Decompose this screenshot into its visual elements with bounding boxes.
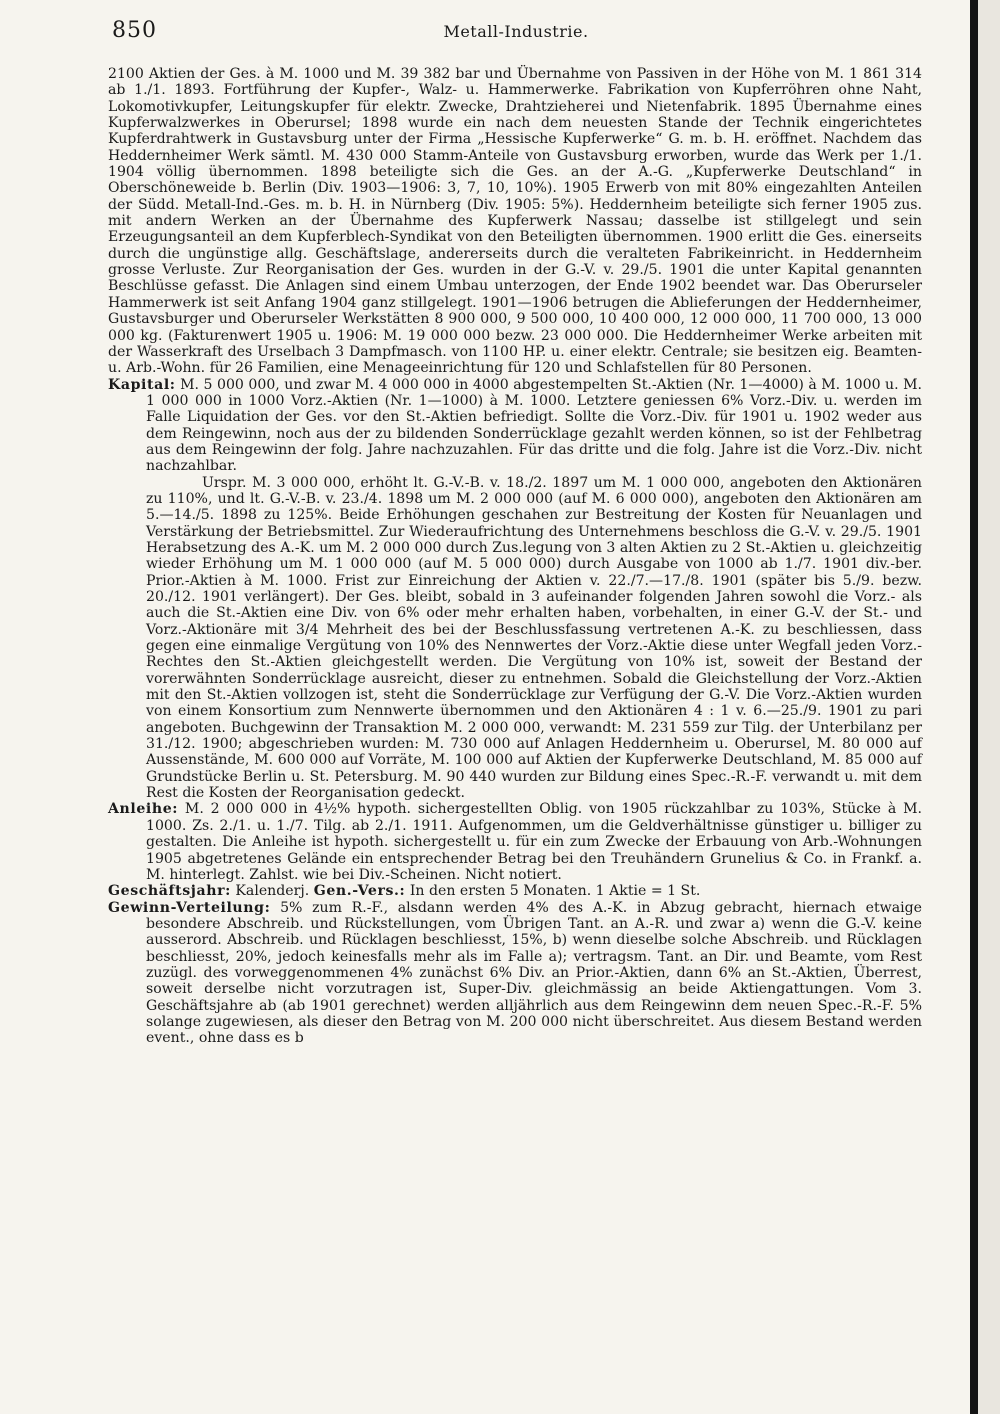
page-number: 850 [112,18,157,43]
anleihe-label: Anleihe: [108,801,179,818]
article-body [108,66,922,1047]
kapital-text: M. 5 000 000, und zwar M. 4 000 000 in 4000 abgestempelten St.-Aktien (Nr. 1—4000) à M. 1000 u. M. 1 000 000 in 1000 Vorz.-Aktien (Nr. 1—1000) à M. 1000. Letztere geniessen 6% Vorz.-Div. u. werden im Falle Liquidation der Ges. vor den St.-Aktien befriedigt. Sollte die Vorz.-Div. für 1901 u. 1902 weder aus dem Reingewinn, noch aus der zu bildenden Sonderrücklage gezahlt werden können, so ist der Fehlbetrag aus dem Reingewinn der folg. Jahre nachzuzahlen. Für das dritte und die folg. Jahre ist die Vorz.-Div. nicht nachzahlbar. [146,376,923,475]
running-title: Metall-Industrie. [443,22,589,41]
gen-vers-label: Gen.-Vers.: [313,883,406,900]
geschaeftsjahr-label: Geschäftsjahr: [108,883,231,900]
geschaeftsjahr-text: Kalenderj. [235,883,310,900]
gewinn-verteilung-label: Gewinn-Verteilung: [108,899,271,916]
company-history-paragraph: 2100 Aktien der Ges. à M. 1000 und M. 39 382 bar und Übernahme von Passiven in der Höhe von M. 1 861 314 ab 1./1. 1893. Fortführung der Kupfer-, Walz- u. Hammerwerke. Fabrikation von Kupferröhren ohne Naht, Lokomotivkupfer, Leitungskupfer für elektr. Zwecke, Drahtzieherei und Nietenfabrik. 1895 Übernahme eines Kupferwalzwerkes in Oberursel; 1898 wurde ein nach dem neuesten Stande der Technik eingerichtetes Kupferdrahtwerk in Gustavsburg unter der Firma „Hessische Kupferwerke“ G. m. b. H. eröffnet. Nachdem das Heddernheimer Werk sämtl. M. 430 000 Stamm-Anteile von Gustavsburg erworben, wurde das Werk per 1./1. 1904 völlig übernommen. 1898 beteiligte sich die Ges. an der A.-G. „Kupferwerke Deutschland“ in Oberschöneweide b. Berlin (Div. 1903—1906: 3, 7, 10, 10%). 1905 Erwerb von mit 80% eingezahlten Anteilen der Südd. Metall-Ind.-Ges. m. b. H. in Nürnberg (Div. 1905: 5%). Heddernheim beteiligte sich ferner 1905 zus. mit andern Werken an der Übernahme des Kupferwerk Nassau; dasselbe ist stillgelegt und sein Erzeugungsanteil an dem Kupferblech-Syndikat von den Beteiligten übernommen. 1900 erlitt die Ges. einerseits durch die ungünstige allg. Geschäftslage, andererseits durch die veralteten Fabrikeinricht. in Heddernheim grosse Verluste. Zur Reorganisation der Ges. wurden in der G.-V. v. 29./5. 1901 die unter Kapital genannten Beschlüsse gefasst. Die Anlagen sind einem Umbau unterzogen, der Ende 1902 beendet war. Das Oberurseler Hammerwerk ist seit Anfang 1904 ganz stillgelegt. 1901—1906 betrugen die Ablieferungen der Heddernheimer, Gustavsburger und Oberurseler Werkstätten 8 900 000, 9 500 000, 10 400 000, 12 000 000, 11 700 000, 13 000 000 kg. (Fakturenwert 1905 u. 1906: M. 19 000 000 bezw. 23 000 000. Die Heddernheimer Werke arbeiten mit der Wasserkraft des Urselbach 3 Dampfmasch. von 1100 HP. u. einer elektr. Centrale; sie besitzen eig. Beamten- u. Arb.-Wohn. für 26 Familien, eine Menageeinrichtung für 120 und Schlafstellen für 80 Personen. [108,66,922,377]
anleihe-text: M. 2 000 000 in 4½% hypoth. sichergestellten Oblig. von 1905 rückzahlbar zu 103%, Stücke à M. 1000. Zs. 2./1. u. 1./7. Tilg. ab 2./1. 1911. Aufgenommen, um die Geldverhältnisse günstiger u. billiger zu gestalten. Die Anleihe ist hypoth. sichergestellt u. für ein zum Zwecke der Erbauung von Arb.-Wohnungen 1905 abgetretenes Gelände ein entsprechender Betrag bei den Treuhändern Grunelius & Co. in Frankf. a. M. hinterlegt. Zahlst. wie bei Div.-Scheinen. Nicht notiert. [146,801,922,883]
page-edge-shadow [970,0,978,1414]
gen-vers-text: In den ersten 5 Monaten. 1 Aktie = 1 St. [409,883,701,900]
kapital-label: Kapital: [108,376,176,393]
kapital-history-paragraph: Urspr. M. 3 000 000, erhöht lt. G.-V.-B. v. 18./2. 1897 um M. 1 000 000, angeboten den Aktionären zu 110%, und lt. G.-V.-B. v. 23./4. 1898 um M. 2 000 000 (auf M. 6 000 000), angeboten den Aktionären am 5.—14./5. 1898 zu 125%. Beide Erhöhungen geschahen zur Bestreitung der Kosten für Neuanlagen und Verstärkung der Betriebsmittel. Zur Wiederaufrichtung des Unternehmens beschloss die G.-V. v. 29./5. 1901 Herabsetzung des A.-K. um M. 2 000 000 durch Zus.legung von 3 alten Aktien zu 2 St.-Aktien u. gleichzeitig wieder Erhöhung um M. 1 000 000 (auf M. 5 000 000) durch Ausgabe von 1000 ab 1./7. 1901 div.-ber. Prior.-Aktien à M. 1000. Frist zur Einreichung der Aktien v. 22./7.—17./8. 1901 (später bis 5./9. bezw. 20./12. 1901 verlängert). Der Ges. bleibt, sobald in 3 aufeinander folgenden Jahren sowohl die Vorz.- als auch die St.-Aktien eine Div. von 6% oder mehr erhalten haben, vorbehalten, in einer G.-V. der St.- und Vorz.-Aktionäre mit 3/4 Mehrheit des bei der Beschlussfassung vertretenen A.-K. zu beschliessen, dass gegen eine einmalige Vergütung von 10% des Nennwertes der Vorz.-Aktie diese unter Wegfall jeden Vorz.-Rechtes den St.-Aktien gleichgestellt werden. Die Vergütung von 10% ist, soweit der Bestand der vorerwähnten Sonderrücklage ausreicht, dieser zu entnehmen. Sobald die Gleichstellung der Vorz.-Aktien mit den St.-Aktien vollzogen ist, steht die Sonderrücklage zur Verfügung der G.-V. Die Vorz.-Aktien wurden von einem Konsortium zum Nennwerte übernommen und den Aktionären 4 : 1 v. 6.—25./9. 1901 zu pari angeboten. Buchgewinn der Transaktion M. 2 000 000, verwandt: M. 231 559 zur Tilg. der Unterbilanz per 31./12. 1900; abgeschrieben wurden: M. 730 000 auf Anlagen Heddernheim u. Oberursel, M. 80 000 auf Aussenstände, M. 600 000 auf Vorräte, M. 100 000 auf Aktien der Kupferwerke Deutschland, M. 85 000 auf Grundstücke Berlin u. St. Petersburg. M. 90 440 wurden zur Bildung eines Spec.-R.-F. verwandt u. mit dem Rest die Kosten der Reorganisation gedeckt. [146,474,922,802]
geschaeftsjahr-section [108,883,922,899]
page-header [112,18,920,54]
anleihe-section [108,801,922,883]
gewinn-verteilung-text: 5% zum R.-F., alsdann werden 4% des A.-K. in Abzug gebracht, hiernach etwaige besondere Abschreib. und Rückstellungen, vom Übrigen Tant. an A.-R. und zwar a) wenn die G.-V. keine ausserord. Abschreib. und Rücklagen beschliesst, 15%, b) wenn dieselbe solche Abschreib. und Rücklagen beschliesst, 20%, jedoch keinesfalls mehr als im Falle a); vertragsm. Tant. an Dir. und Beamte, vom Rest zuzügl. des vorweggenommenen 4% zunächst 6% Div. an Prior.-Aktien, dann 6% an St.-Aktien, Überrest, soweit derselbe nicht vorzutragen ist, Super-Div. gleichmässig an beide Aktiengattungen. Vom 3. Geschäftsjahre ab (ab 1901 gerechnet) werden alljährlich aus dem Reingewinn dem neuen Spec.-R.-F. 5% solange zugewiesen, als dieser den Betrag von M. 200 000 nicht überschreitet. Aus diesem Bestand werden event., ohne dass es b [146,899,922,1047]
gewinn-verteilung-section [108,900,922,1047]
kapital-section [108,377,922,475]
adjacent-page-strip [978,0,1000,1414]
